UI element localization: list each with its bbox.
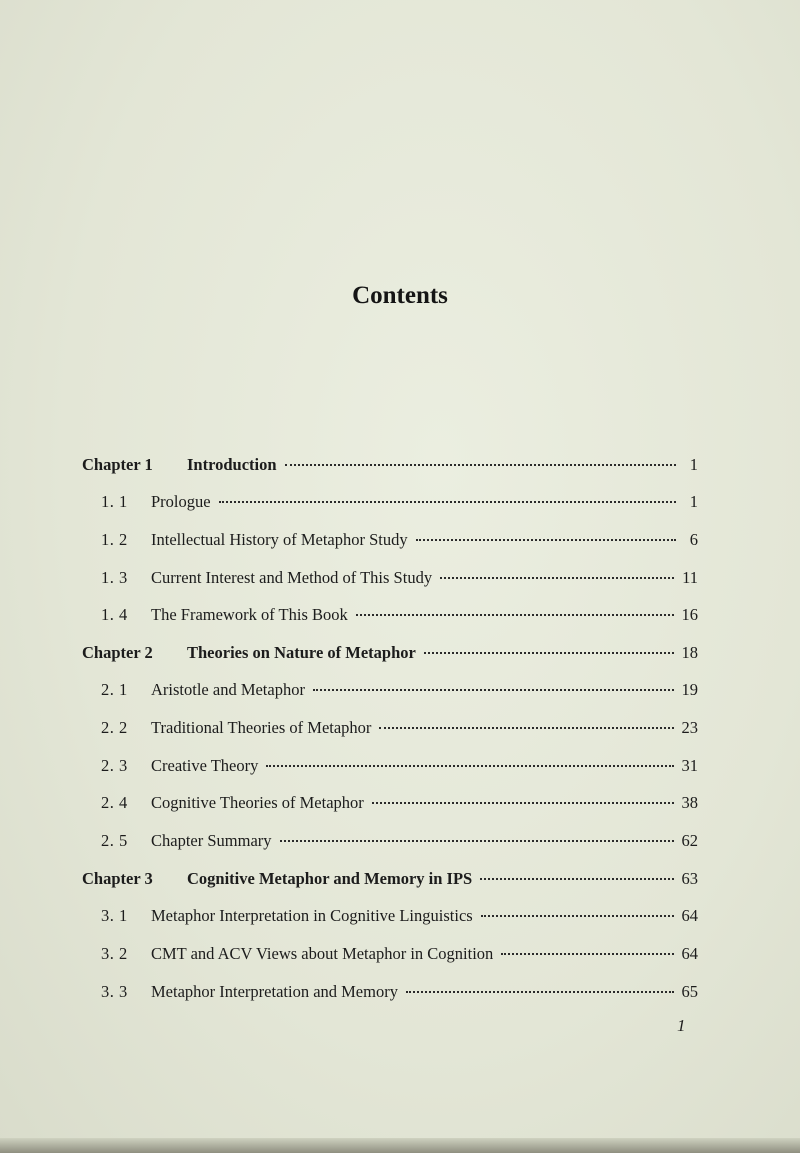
toc-section-3-2: [101, 944, 698, 968]
section-title: Cognitive Theories of Metaphor: [151, 793, 364, 812]
dot-leader: [266, 765, 673, 767]
section-number: 3. 2: [101, 944, 128, 963]
dot-leader: [313, 689, 674, 691]
section-number: 2. 4: [101, 793, 128, 812]
section-number: 2. 3: [101, 756, 128, 775]
section-number: 1. 3: [101, 568, 128, 587]
page-ref: 65: [681, 982, 698, 1001]
dot-leader: [356, 614, 674, 616]
dot-leader: [379, 727, 673, 729]
dot-leader: [372, 802, 674, 804]
section-title: Intellectual History of Metaphor Study: [151, 530, 408, 549]
dot-leader: [219, 501, 676, 503]
section-title: Aristotle and Metaphor: [151, 680, 305, 699]
section-title: Creative Theory: [151, 756, 259, 775]
section-title: Metaphor Interpretation and Memory: [151, 982, 398, 1001]
section-number: 1. 4: [101, 605, 128, 624]
section-title: Metaphor Interpretation in Cognitive Linguistics: [151, 906, 473, 925]
page-title: Contents: [352, 282, 448, 309]
toc-section-2-1: [101, 680, 698, 704]
dot-leader: [416, 539, 676, 541]
dot-leader: [440, 577, 674, 579]
section-number: 2. 1: [101, 680, 128, 699]
section-title: Chapter Summary: [151, 831, 272, 850]
dot-leader: [481, 915, 674, 917]
toc-section-1-4: [101, 605, 698, 629]
dot-leader: [406, 991, 674, 993]
section-title: CMT and ACV Views about Metaphor in Cognition: [151, 944, 494, 963]
page-ref: 63: [681, 869, 698, 888]
page-ref: 1: [689, 492, 698, 511]
page-ref: 6: [689, 530, 698, 549]
section-title: Current Interest and Method of This Study: [151, 568, 433, 587]
toc-section-3-1: [101, 906, 698, 930]
chapter-title: Theories on Nature of Metaphor: [187, 643, 416, 662]
toc-section-3-3: [101, 982, 698, 1006]
section-number: 3. 3: [101, 982, 128, 1001]
page-bottom-edge: [0, 1138, 800, 1153]
section-number: 2. 2: [101, 718, 128, 737]
page-ref: 11: [682, 568, 698, 587]
section-title: Traditional Theories of Metaphor: [151, 718, 372, 737]
page-ref: 38: [681, 793, 698, 812]
toc-section-1-2: [101, 530, 698, 554]
page-number: 1: [677, 1016, 686, 1035]
page-ref: 18: [681, 643, 698, 662]
toc-chapter-1: [82, 455, 698, 479]
toc-section-2-3: [101, 756, 698, 780]
dot-leader: [480, 878, 673, 880]
page-ref: 23: [681, 718, 698, 737]
chapter-title: Introduction: [187, 455, 277, 474]
toc-section-1-3: [101, 568, 698, 592]
toc-section-2-2: [101, 718, 698, 742]
dot-leader: [501, 953, 673, 955]
chapter-number: Chapter 3: [82, 869, 153, 888]
toc-chapter-2: [82, 643, 698, 667]
page-ref: 64: [681, 944, 698, 963]
page-ref: 16: [681, 605, 698, 624]
section-number: 2. 5: [101, 831, 128, 850]
toc-section-2-5: [101, 831, 698, 855]
page-ref: 31: [681, 756, 698, 775]
page-ref: 62: [681, 831, 698, 850]
section-number: 3. 1: [101, 906, 128, 925]
chapter-number: Chapter 1: [82, 455, 153, 474]
dot-leader: [285, 464, 676, 466]
section-title: The Framework of This Book: [151, 605, 348, 624]
dot-leader: [280, 840, 674, 842]
section-number: 1. 2: [101, 530, 128, 549]
page-ref: 19: [681, 680, 698, 699]
page-ref: 1: [689, 455, 698, 474]
page-ref: 64: [681, 906, 698, 925]
chapter-number: Chapter 2: [82, 643, 153, 662]
toc-section-2-4: [101, 793, 698, 817]
dot-leader: [424, 652, 674, 654]
chapter-title: Cognitive Metaphor and Memory in IPS: [187, 869, 473, 888]
section-number: 1. 1: [101, 492, 128, 511]
section-title: Prologue: [151, 492, 211, 511]
toc-chapter-3: [82, 869, 698, 893]
toc-section-1-1: [101, 492, 698, 516]
